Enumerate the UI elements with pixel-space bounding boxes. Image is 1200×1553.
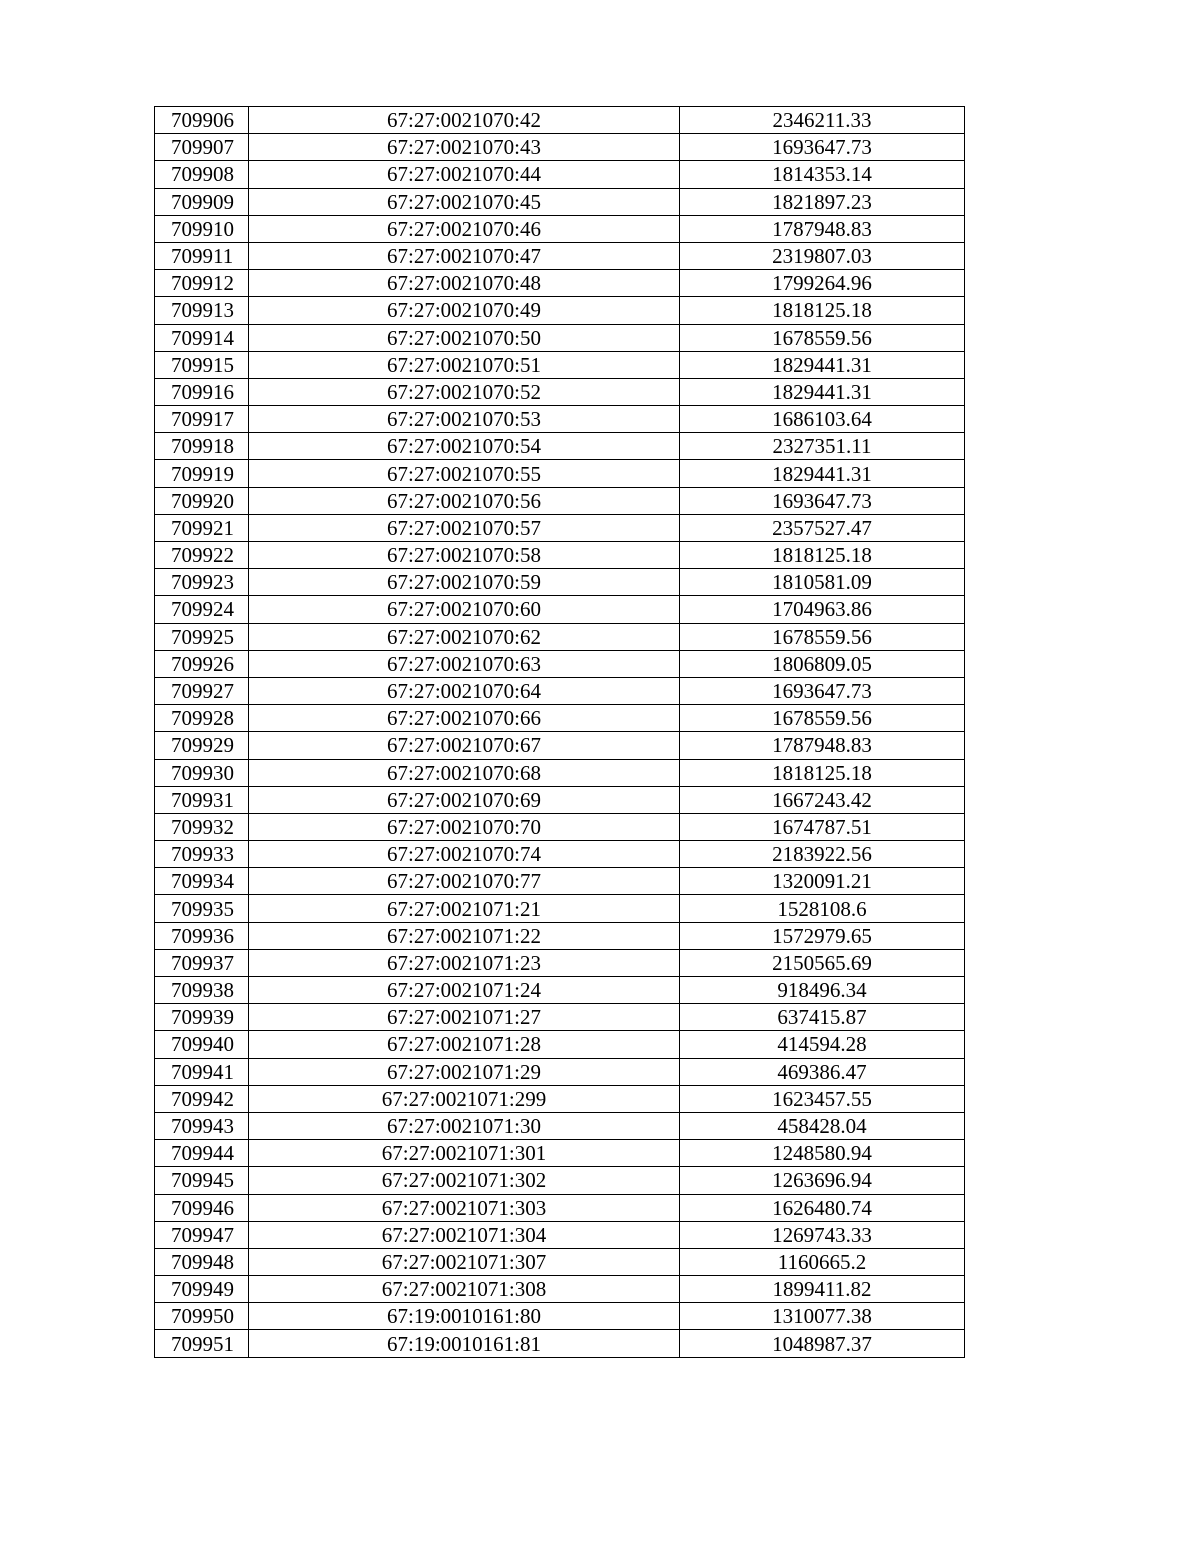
cadastral-number-cell: 67:27:0021070:50 — [249, 324, 680, 351]
table-row — [155, 705, 965, 732]
table-row — [155, 1140, 965, 1167]
cadastral-number-cell: 67:27:0021070:45 — [249, 188, 680, 215]
table-row — [155, 1004, 965, 1031]
table-row — [155, 813, 965, 840]
cadastral-number-cell: 67:27:0021070:63 — [249, 650, 680, 677]
cadastral-number-cell: 67:27:0021070:68 — [249, 759, 680, 786]
cadastral-value-cell: 1528108.6 — [680, 895, 965, 922]
row-number-cell: 709932 — [155, 813, 249, 840]
row-number-cell: 709922 — [155, 542, 249, 569]
table-row — [155, 759, 965, 786]
cadastral-value-cell: 1048987.37 — [680, 1330, 965, 1357]
cadastral-value-cell: 1787948.83 — [680, 215, 965, 242]
table-row — [155, 1194, 965, 1221]
cadastral-number-cell: 67:27:0021070:74 — [249, 841, 680, 868]
table-row — [155, 949, 965, 976]
row-number-cell: 709945 — [155, 1167, 249, 1194]
table-row — [155, 134, 965, 161]
table-row — [155, 569, 965, 596]
table-row — [155, 351, 965, 378]
table-row — [155, 1276, 965, 1303]
cadastral-value-cell: 1693647.73 — [680, 677, 965, 704]
table-row — [155, 922, 965, 949]
row-number-cell: 709906 — [155, 107, 249, 134]
cadastral-number-cell: 67:27:0021071:22 — [249, 922, 680, 949]
table-row — [155, 1303, 965, 1330]
cadastral-number-cell: 67:19:0010161:81 — [249, 1330, 680, 1357]
cadastral-value-cell: 1160665.2 — [680, 1248, 965, 1275]
cadastral-number-cell: 67:27:0021070:46 — [249, 215, 680, 242]
cadastral-value-cell: 458428.04 — [680, 1112, 965, 1139]
cadastral-number-cell: 67:27:0021071:307 — [249, 1248, 680, 1275]
cadastral-value-cell: 1806809.05 — [680, 650, 965, 677]
table-row — [155, 1330, 965, 1357]
cadastral-number-cell: 67:27:0021070:56 — [249, 487, 680, 514]
registry-table — [154, 106, 965, 1358]
cadastral-number-cell: 67:27:0021070:44 — [249, 161, 680, 188]
cadastral-number-cell: 67:27:0021070:67 — [249, 732, 680, 759]
row-number-cell: 709908 — [155, 161, 249, 188]
table-row — [155, 107, 965, 134]
table-row — [155, 1112, 965, 1139]
cadastral-number-cell: 67:27:0021070:51 — [249, 351, 680, 378]
cadastral-number-cell: 67:27:0021071:24 — [249, 977, 680, 1004]
cadastral-number-cell: 67:27:0021070:57 — [249, 514, 680, 541]
cadastral-value-cell: 637415.87 — [680, 1004, 965, 1031]
table-row — [155, 215, 965, 242]
row-number-cell: 709912 — [155, 270, 249, 297]
cadastral-number-cell: 67:27:0021071:304 — [249, 1221, 680, 1248]
row-number-cell: 709920 — [155, 487, 249, 514]
row-number-cell: 709925 — [155, 623, 249, 650]
cadastral-value-cell: 1623457.55 — [680, 1085, 965, 1112]
row-number-cell: 709940 — [155, 1031, 249, 1058]
row-number-cell: 709935 — [155, 895, 249, 922]
cadastral-number-cell: 67:27:0021070:47 — [249, 242, 680, 269]
table-row — [155, 677, 965, 704]
row-number-cell: 709926 — [155, 650, 249, 677]
table-row — [155, 161, 965, 188]
cadastral-number-cell: 67:19:0010161:80 — [249, 1303, 680, 1330]
cadastral-value-cell: 1674787.51 — [680, 813, 965, 840]
table-row — [155, 242, 965, 269]
cadastral-value-cell: 1320091.21 — [680, 868, 965, 895]
row-number-cell: 709934 — [155, 868, 249, 895]
cadastral-value-cell: 1686103.64 — [680, 406, 965, 433]
cadastral-number-cell: 67:27:0021070:42 — [249, 107, 680, 134]
cadastral-number-cell: 67:27:0021071:308 — [249, 1276, 680, 1303]
table-row — [155, 433, 965, 460]
cadastral-number-cell: 67:27:0021070:62 — [249, 623, 680, 650]
cadastral-number-cell: 67:27:0021070:43 — [249, 134, 680, 161]
cadastral-value-cell: 414594.28 — [680, 1031, 965, 1058]
cadastral-value-cell: 1704963.86 — [680, 596, 965, 623]
cadastral-value-cell: 1263696.94 — [680, 1167, 965, 1194]
table-row — [155, 841, 965, 868]
cadastral-value-cell: 2357527.47 — [680, 514, 965, 541]
cadastral-number-cell: 67:27:0021070:54 — [249, 433, 680, 460]
table-row — [155, 650, 965, 677]
cadastral-number-cell: 67:27:0021071:302 — [249, 1167, 680, 1194]
table-row — [155, 977, 965, 1004]
table-row — [155, 623, 965, 650]
cadastral-number-cell: 67:27:0021070:58 — [249, 542, 680, 569]
cadastral-value-cell: 1693647.73 — [680, 134, 965, 161]
table-row — [155, 270, 965, 297]
cadastral-value-cell: 1818125.18 — [680, 297, 965, 324]
cadastral-number-cell: 67:27:0021070:60 — [249, 596, 680, 623]
cadastral-value-cell: 1678559.56 — [680, 623, 965, 650]
cadastral-value-cell: 2346211.33 — [680, 107, 965, 134]
cadastral-number-cell: 67:27:0021071:303 — [249, 1194, 680, 1221]
table-row — [155, 487, 965, 514]
table-row — [155, 1221, 965, 1248]
row-number-cell: 709917 — [155, 406, 249, 433]
cadastral-number-cell: 67:27:0021070:53 — [249, 406, 680, 433]
cadastral-value-cell: 2183922.56 — [680, 841, 965, 868]
row-number-cell: 709915 — [155, 351, 249, 378]
table-row — [155, 542, 965, 569]
row-number-cell: 709928 — [155, 705, 249, 732]
cadastral-number-cell: 67:27:0021071:21 — [249, 895, 680, 922]
row-number-cell: 709911 — [155, 242, 249, 269]
row-number-cell: 709907 — [155, 134, 249, 161]
cadastral-number-cell: 67:27:0021070:55 — [249, 460, 680, 487]
cadastral-value-cell: 1899411.82 — [680, 1276, 965, 1303]
row-number-cell: 709947 — [155, 1221, 249, 1248]
row-number-cell: 709910 — [155, 215, 249, 242]
cadastral-value-cell: 1626480.74 — [680, 1194, 965, 1221]
cadastral-number-cell: 67:27:0021070:52 — [249, 378, 680, 405]
cadastral-value-cell: 1787948.83 — [680, 732, 965, 759]
row-number-cell: 709927 — [155, 677, 249, 704]
row-number-cell: 709941 — [155, 1058, 249, 1085]
table-row — [155, 1058, 965, 1085]
cadastral-number-cell: 67:27:0021070:49 — [249, 297, 680, 324]
cadastral-number-cell: 67:27:0021071:30 — [249, 1112, 680, 1139]
cadastral-number-cell: 67:27:0021070:77 — [249, 868, 680, 895]
table-row — [155, 596, 965, 623]
cadastral-number-cell: 67:27:0021071:28 — [249, 1031, 680, 1058]
table-row — [155, 297, 965, 324]
cadastral-value-cell: 1310077.38 — [680, 1303, 965, 1330]
table-row — [155, 732, 965, 759]
cadastral-value-cell: 2150565.69 — [680, 949, 965, 976]
table-row — [155, 1248, 965, 1275]
row-number-cell: 709937 — [155, 949, 249, 976]
cadastral-value-cell: 1821897.23 — [680, 188, 965, 215]
cadastral-value-cell: 1667243.42 — [680, 786, 965, 813]
row-number-cell: 709948 — [155, 1248, 249, 1275]
table-row — [155, 514, 965, 541]
row-number-cell: 709946 — [155, 1194, 249, 1221]
cadastral-value-cell: 469386.47 — [680, 1058, 965, 1085]
table-row — [155, 188, 965, 215]
row-number-cell: 709942 — [155, 1085, 249, 1112]
row-number-cell: 709950 — [155, 1303, 249, 1330]
row-number-cell: 709918 — [155, 433, 249, 460]
cadastral-number-cell: 67:27:0021071:299 — [249, 1085, 680, 1112]
table-row — [155, 406, 965, 433]
row-number-cell: 709936 — [155, 922, 249, 949]
cadastral-value-cell: 1248580.94 — [680, 1140, 965, 1167]
cadastral-number-cell: 67:27:0021071:23 — [249, 949, 680, 976]
table-row — [155, 786, 965, 813]
row-number-cell: 709919 — [155, 460, 249, 487]
row-number-cell: 709916 — [155, 378, 249, 405]
cadastral-value-cell: 1818125.18 — [680, 542, 965, 569]
cadastral-value-cell: 1829441.31 — [680, 460, 965, 487]
cadastral-number-cell: 67:27:0021071:27 — [249, 1004, 680, 1031]
table-row — [155, 895, 965, 922]
cadastral-number-cell: 67:27:0021070:48 — [249, 270, 680, 297]
row-number-cell: 709951 — [155, 1330, 249, 1357]
registry-table-body — [155, 107, 965, 1358]
row-number-cell: 709930 — [155, 759, 249, 786]
table-row — [155, 460, 965, 487]
table-row — [155, 868, 965, 895]
cadastral-number-cell: 67:27:0021070:69 — [249, 786, 680, 813]
cadastral-value-cell: 1818125.18 — [680, 759, 965, 786]
table-row — [155, 1085, 965, 1112]
cadastral-number-cell: 67:27:0021070:66 — [249, 705, 680, 732]
row-number-cell: 709939 — [155, 1004, 249, 1031]
cadastral-value-cell: 918496.34 — [680, 977, 965, 1004]
row-number-cell: 709949 — [155, 1276, 249, 1303]
cadastral-number-cell: 67:27:0021071:29 — [249, 1058, 680, 1085]
row-number-cell: 709921 — [155, 514, 249, 541]
table-row — [155, 1031, 965, 1058]
cadastral-value-cell: 1829441.31 — [680, 351, 965, 378]
row-number-cell: 709929 — [155, 732, 249, 759]
row-number-cell: 709913 — [155, 297, 249, 324]
cadastral-number-cell: 67:27:0021070:64 — [249, 677, 680, 704]
row-number-cell: 709933 — [155, 841, 249, 868]
row-number-cell: 709938 — [155, 977, 249, 1004]
cadastral-value-cell: 1799264.96 — [680, 270, 965, 297]
row-number-cell: 709944 — [155, 1140, 249, 1167]
row-number-cell: 709914 — [155, 324, 249, 351]
row-number-cell: 709931 — [155, 786, 249, 813]
cadastral-value-cell: 1829441.31 — [680, 378, 965, 405]
row-number-cell: 709924 — [155, 596, 249, 623]
table-row — [155, 324, 965, 351]
cadastral-number-cell: 67:27:0021071:301 — [249, 1140, 680, 1167]
cadastral-value-cell: 1810581.09 — [680, 569, 965, 596]
row-number-cell: 709909 — [155, 188, 249, 215]
cadastral-value-cell: 1678559.56 — [680, 324, 965, 351]
cadastral-value-cell: 1678559.56 — [680, 705, 965, 732]
cadastral-value-cell: 1814353.14 — [680, 161, 965, 188]
cadastral-number-cell: 67:27:0021070:59 — [249, 569, 680, 596]
table-row — [155, 1167, 965, 1194]
row-number-cell: 709943 — [155, 1112, 249, 1139]
row-number-cell: 709923 — [155, 569, 249, 596]
cadastral-value-cell: 2319807.03 — [680, 242, 965, 269]
cadastral-value-cell: 1693647.73 — [680, 487, 965, 514]
cadastral-value-cell: 2327351.11 — [680, 433, 965, 460]
cadastral-value-cell: 1572979.65 — [680, 922, 965, 949]
table-row — [155, 378, 965, 405]
cadastral-number-cell: 67:27:0021070:70 — [249, 813, 680, 840]
cadastral-value-cell: 1269743.33 — [680, 1221, 965, 1248]
